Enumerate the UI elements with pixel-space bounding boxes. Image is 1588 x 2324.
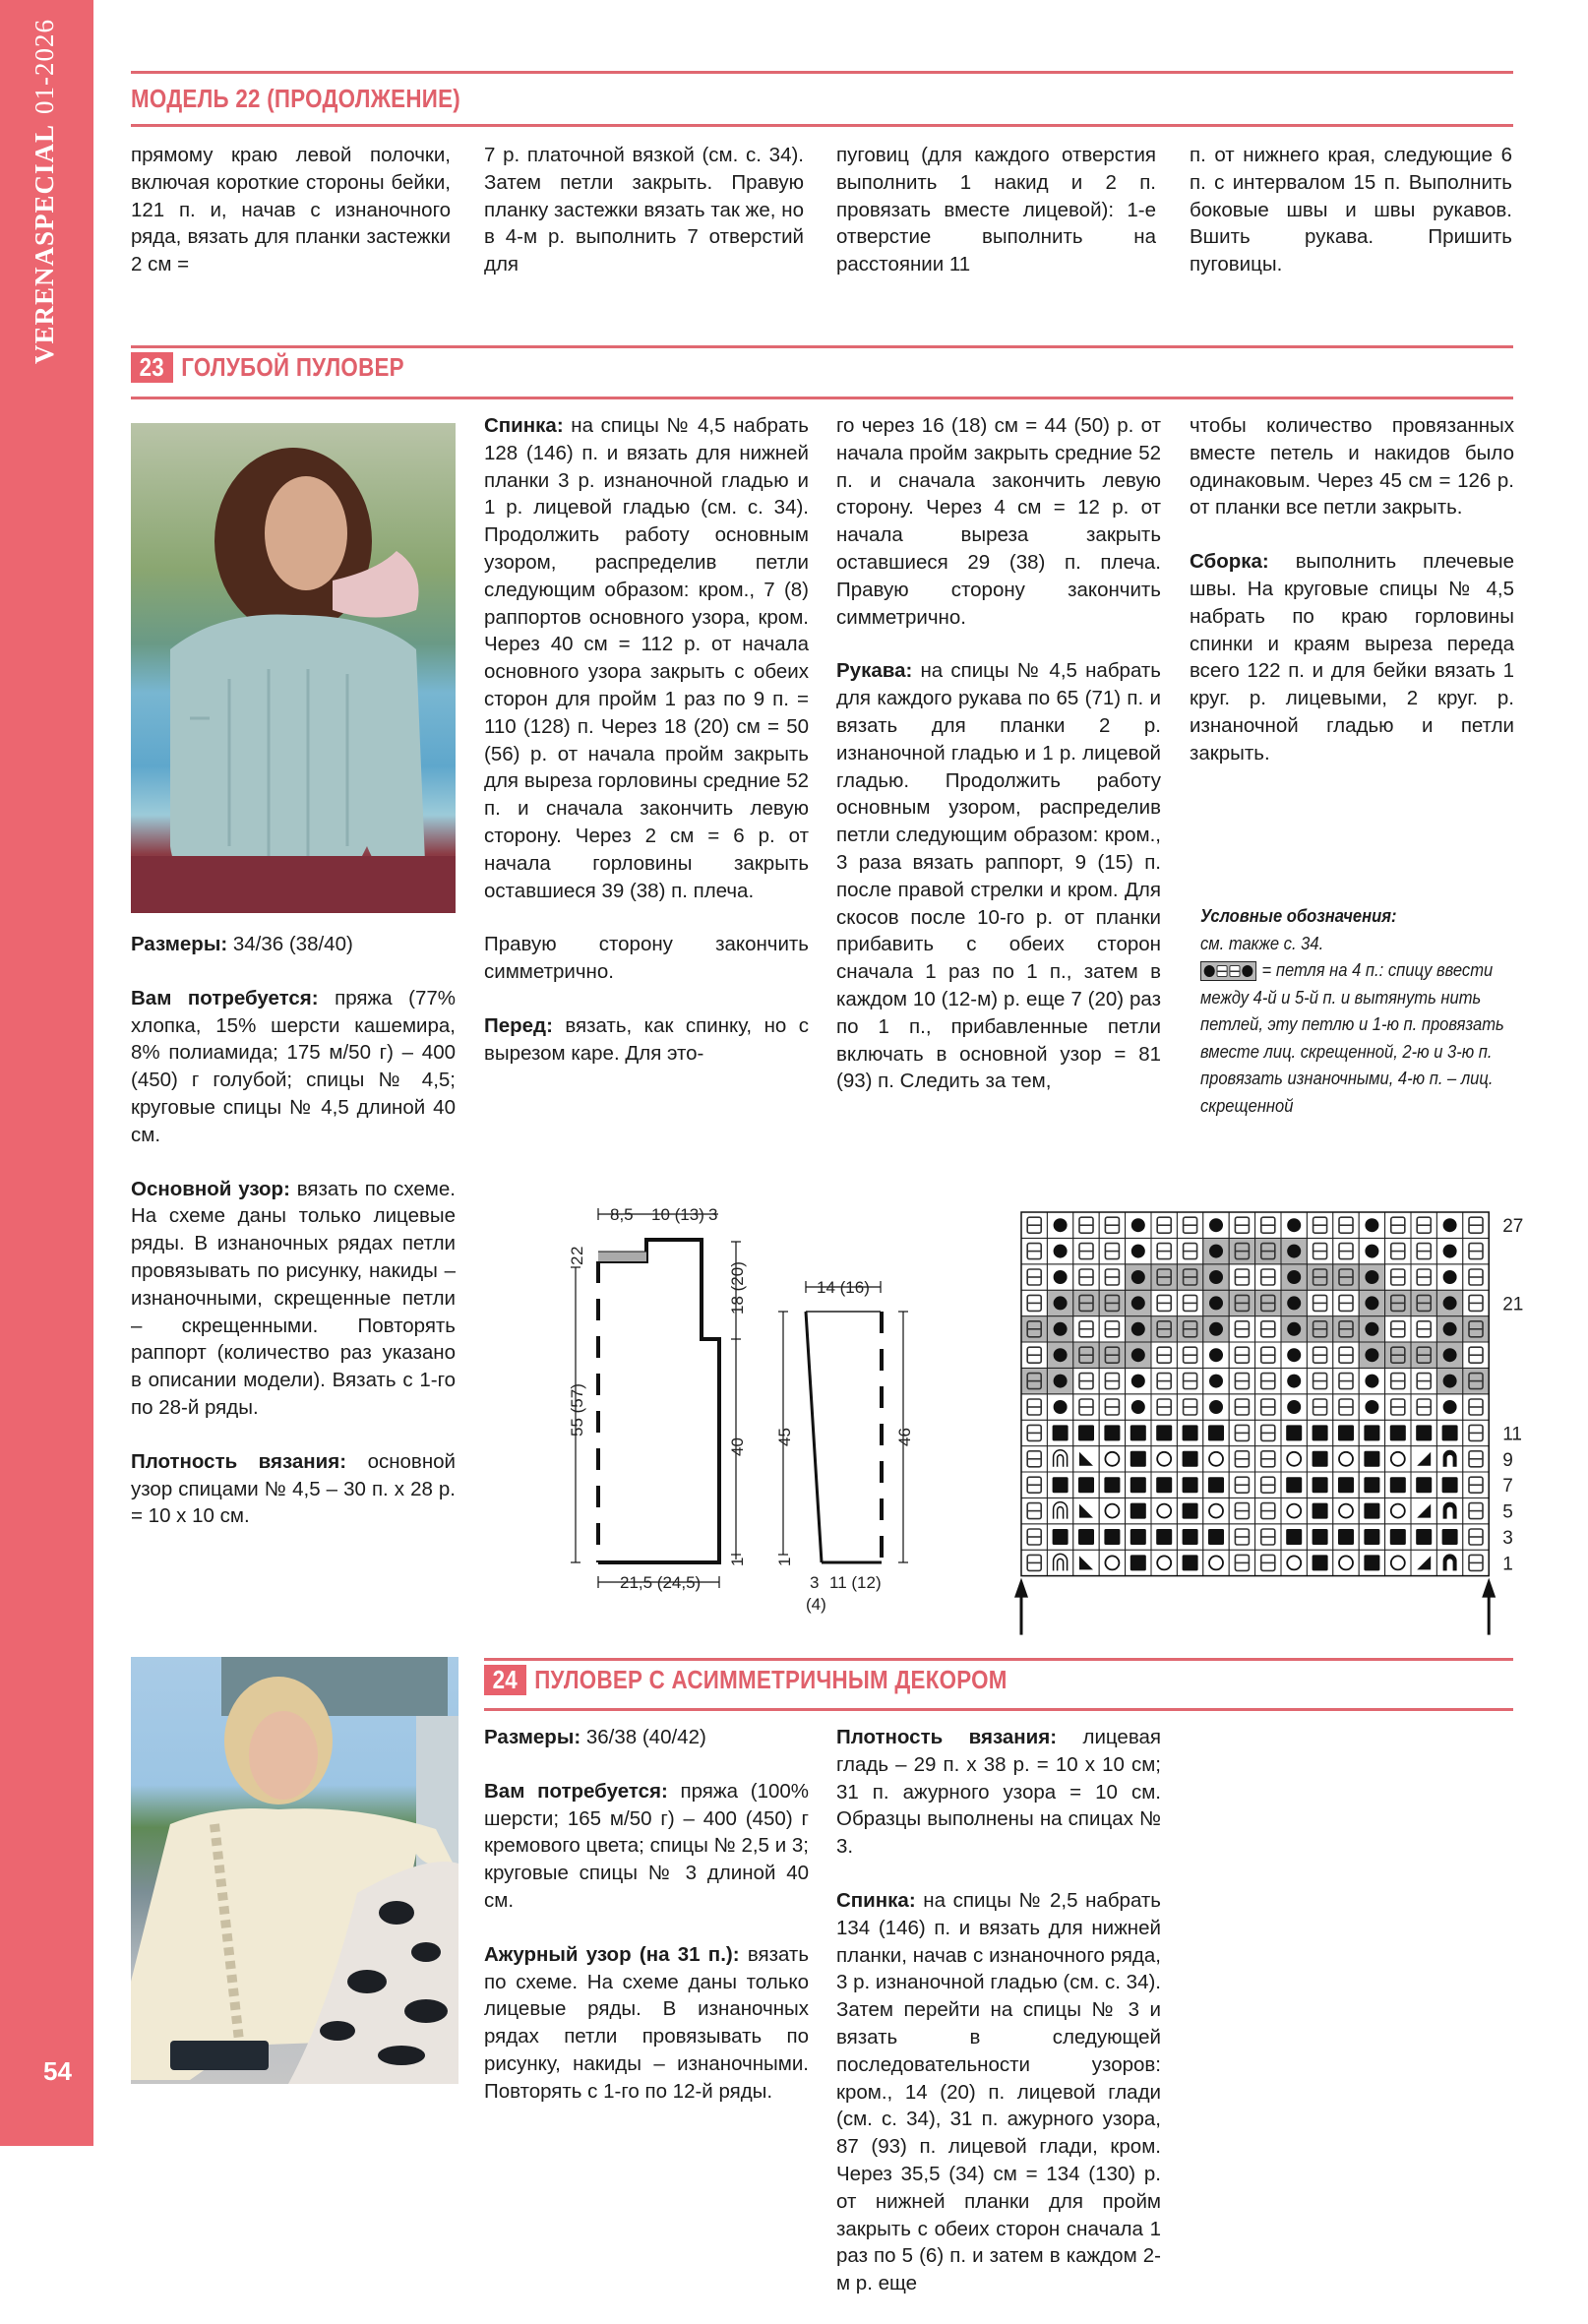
twisted-knit-symbol [1287,1322,1301,1336]
dim-top-width-2: 10 (13) [651,1205,704,1224]
back-label: Спинка: [836,1888,916,1912]
legend-symbol-description: = петля на 4 п.: спицу ввести между 4-й и 5-й п. и вытянуть нить петлей, эту петлю и 1-ю п. провязать вместе лиц. скрещенной, 2-ю и 3-ю п. провязать изнаночными, 4-ю п. – лиц. скрещенной [1200,960,1504,1116]
knit-stitch-symbol [1156,1529,1172,1545]
sizes-label: Размеры: [484,1726,581,1748]
chart-row-label: 1 [1502,1554,1513,1575]
knit-stitch-symbol [1286,1477,1302,1493]
chart-legend [1200,903,1508,1120]
twisted-knit-symbol [1287,1218,1301,1232]
knit-stitch-symbol [1208,1477,1224,1493]
dim-sleeve-bottom-1: 3 [810,1573,820,1592]
knit-stitch-symbol [1442,1477,1458,1493]
twisted-knit-symbol [1054,1296,1068,1310]
twisted-knit-symbol [1131,1296,1145,1310]
knit-stitch-symbol [1313,1451,1328,1467]
twisted-knit-symbol [1443,1348,1457,1362]
sleeves-label: Рукава: [836,659,913,683]
twisted-knit-symbol [1443,1296,1457,1310]
knit-stitch-symbol [1183,1529,1198,1545]
chart-cell [1099,1446,1125,1472]
legend-see-also: см. также с. 34. [1200,933,1324,953]
knit-stitch-symbol [1078,1425,1094,1440]
back-right-text: Правую сторону закончить симметрично. [484,933,809,984]
twisted-knit-symbol [1287,1270,1301,1284]
twisted-knit-symbol [1054,1218,1068,1232]
knit-stitch-symbol [1053,1529,1069,1545]
knit-stitch-symbol [1104,1425,1120,1440]
knit-stitch-symbol [1130,1451,1146,1467]
pattern-label: Основной узор: [131,1177,290,1200]
twisted-knit-symbol [1209,1400,1223,1414]
model22-text-col1: прямому краю левой полочки, включая короткие стороны бейки, 121 п. и, начав с изнаночного ряда, вязать для планки застежки 2 см = [131,144,451,276]
twisted-knit-symbol [1054,1245,1068,1258]
twisted-knit-symbol [1054,1348,1068,1362]
dim-sleeve-bottom-alt: (4) [806,1595,826,1614]
chart-cell [1151,1550,1177,1575]
sizes-value: 34/36 (38/40) [232,933,353,955]
chart-cell [1281,1498,1307,1523]
dim-top-width-1: 8,5 [610,1205,634,1224]
sizes-label: Размеры: [131,933,228,955]
knit-stitch-symbol [1053,1477,1069,1493]
knit-stitch-symbol [1313,1503,1328,1519]
twisted-knit-symbol [1287,1375,1301,1388]
knit-stitch-symbol [1442,1425,1458,1440]
chart-row-label: 11 [1502,1424,1522,1445]
materials-label: Вам потребуется: [131,986,319,1009]
model24-col2 [836,1724,1161,2324]
twisted-knit-symbol [1443,1270,1457,1284]
dim-sleeve-top-width: 14 (16) [817,1278,870,1297]
twisted-knit-symbol [1443,1218,1457,1232]
twisted-knit-symbol [1443,1375,1457,1388]
knit-stitch-symbol [1156,1425,1172,1440]
knit-stitch-symbol [1286,1425,1302,1440]
body-outline [598,1240,719,1562]
model23-col3 [836,412,1161,1140]
chart-cell [1151,1446,1177,1472]
chart-cell [1333,1498,1359,1523]
knit-stitch-symbol [1390,1529,1406,1545]
twisted-knit-symbol [1209,1322,1223,1336]
twisted-knit-symbol [1443,1322,1457,1336]
materials-text: пряжа (77% хлопка, 15% шерсти кашемира, 8% полиамида; 175 м/50 г) – 400 (450) г голубой; спицы № 4,5; круговые спицы № 4,5 длиной 40 см. [131,986,456,1146]
knit-stitch-symbol [1364,1529,1379,1545]
knit-stitch-symbol [1130,1529,1146,1545]
chart-cell [1333,1446,1359,1472]
chart-row-label: 5 [1502,1501,1513,1523]
twisted-knit-symbol [1287,1245,1301,1258]
chart-cell [1099,1550,1125,1575]
magazine-sidebar [0,0,93,2146]
knit-stitch-symbol [1208,1425,1224,1440]
garment-schematic [531,1191,945,1623]
chart-cell [1099,1498,1125,1523]
gauge-label: Плотность вязания: [131,1449,347,1473]
knit-stitch-symbol [1364,1555,1379,1570]
dim-bottom-width: 21,5 (24,5) [620,1573,702,1592]
section-rule [131,345,1513,348]
twisted-knit-symbol [1365,1245,1378,1258]
section-rule [131,124,1513,127]
chart-row-label: 21 [1502,1294,1524,1315]
loop-over-4-stitches-symbol-icon [1200,961,1256,981]
knit-stitch-symbol [1104,1529,1120,1545]
repeat-arrow-head [1482,1578,1496,1598]
knit-stitch-symbol [1416,1477,1432,1493]
knit-stitch-symbol [1338,1477,1354,1493]
knit-stitch-symbol [1078,1529,1094,1545]
twisted-knit-symbol [1365,1296,1378,1310]
twisted-knit-symbol [1365,1270,1378,1284]
twisted-knit-symbol [1131,1270,1145,1284]
chart-cell [1411,1550,1436,1575]
knit-stitch-symbol [1364,1477,1379,1493]
dim-neck-drop: 2 [568,1255,586,1265]
knit-stitch-symbol [1183,1425,1198,1440]
knit-stitch-symbol [1130,1425,1146,1440]
knit-stitch-symbol [1338,1529,1354,1545]
twisted-knit-symbol [1365,1375,1378,1388]
sleeves-text-continued: чтобы количество провязанных вместе петель и накидов было одинаковым. Через 45 см = 126 р. от планки все петли закрыть. [1190,414,1514,520]
chart-cell [1385,1550,1411,1575]
back-label: Спинка: [484,414,564,437]
twisted-knit-symbol [1054,1322,1068,1336]
twisted-knit-symbol [1209,1296,1223,1310]
dim-total-length: 55 (57) [568,1383,586,1437]
model23-col1 [131,931,456,1557]
section-rule [484,1658,1513,1661]
twisted-knit-symbol [1054,1375,1068,1388]
magazine-brand: VERENASPECIAL [30,123,59,364]
model22-text-col2: 7 р. платочной вязкой (см. с. 34). Затем петли закрыть. Правую планку застежки вязать так же, но в 4-м р. выполнить 7 отверстий для [484,144,804,276]
chart-row-label: 27 [1502,1216,1524,1238]
dim-side-length: 40 [728,1437,747,1456]
page-number: 54 [43,2056,72,2086]
chart-cell [1151,1498,1177,1523]
twisted-knit-symbol [1443,1245,1457,1258]
dim-sleeve-outer-length: 46 [895,1428,914,1446]
model22-text-col4: п. от нижнего края, следующие 6 п. с интервалом 15 п. Выполнить боковые швы и швы рукавов. Вшить рукава. Пришить пуговицы. [1190,144,1512,276]
twisted-knit-symbol [1365,1348,1378,1362]
model22-title: МОДЕЛЬ 22 (ПРОДОЛЖЕНИЕ) [131,84,460,113]
twisted-knit-symbol [1209,1245,1223,1258]
model24-heading [484,1665,1008,1695]
knit-stitch-symbol [1208,1529,1224,1545]
twisted-knit-symbol [1131,1400,1145,1414]
gauge-text: лицевая гладь – 29 п. х 38 р. = 10 х 10 см; 31 п. ажурного узора = 10 см. Образцы выполнены на спицах № 3. [836,1726,1161,1859]
front-text: вязать, как спинку, но с вырезом каре. Для это- [484,1013,809,1065]
pattern-text: вязать по схеме. На схеме даны только лицевые ряды. В изнаночных рядах петли провязывать по рисунку, накиды – изнаночными, скрещенные петли – скрещенными. Повторять раппорт (количество раз указано в описании модели). Вязать с 1-го по 28-й ряды. [131,1177,456,1419]
model24-title: ПУЛОВЕР С АСИММЕТРИЧНЫМ ДЕКОРОМ [534,1665,1008,1694]
twisted-knit-symbol [1209,1348,1223,1362]
knitting-chart [1004,1191,1555,1643]
model23-heading [131,352,404,383]
repeat-arrow-head [1014,1578,1028,1598]
knit-stitch-symbol [1104,1477,1120,1493]
knit-stitch-symbol [1156,1477,1172,1493]
knit-stitch-symbol [1130,1477,1146,1493]
model24-photo [131,1657,458,2084]
model23-photo [131,423,456,913]
gauge-text: основной узор спицами № 4,5 – 30 п. х 28 р. = 10 х 10 см. [131,1449,456,1528]
chart-cell [1385,1498,1411,1523]
chart-cell [1385,1446,1411,1472]
magazine-issue-label [30,19,60,364]
twisted-knit-symbol [1287,1400,1301,1414]
twisted-knit-symbol [1209,1270,1223,1284]
assembly-text: выполнить плечевые швы. На круговые спицы № 4,5 набрать по краю горловины спинки и краям выреза переда всего 122 п. и для бейки вязать 1 круг. р. лицевыми, 2 круг. р. изнаночной гладью и петли закрыть. [1190,550,1514,764]
lace-pattern-text: вязать по схеме. На схеме даны только лицевые ряды. В изнаночных рядах петли провязывать по рисунку, накиды – изнаночными. Повторять с 1-го по 12-й ряды. [484,1942,809,2103]
chart-row-label: 3 [1502,1528,1513,1549]
sleeves-text: на спицы № 4,5 набрать для каждого рукава по 65 (71) п. и вязать для планки 2 р. изнаночной гладью и 1 р. лицевой гладью. Продолжить работу основным узором, распределив петли следующим образом: кром., 3 раза вязать раппорт, 9 (15) п. после правой стрелки и кром. Для скосов после 10-го р. от планки прибавить с обеих сторон сначала 1 раз по 1 п., затем в каждом 10 (12-м) р. еще 7 (20) раз по 1 п., прибавленные петли включать в основной узор = 81 (93) п. Следить за тем, [836,659,1161,1093]
model23-col2 [484,412,809,1068]
front-label: Перед: [484,1013,553,1037]
dim-top-width-3: 3 [708,1205,718,1224]
knit-stitch-symbol [1313,1425,1328,1440]
chart-cell [1281,1446,1307,1472]
issue-number: 01-2026 [30,18,59,114]
legend-title: Условные обозначения: [1200,906,1397,926]
twisted-knit-symbol [1443,1400,1457,1414]
front-text-continued: го через 16 (18) см = 44 (50) р. от начала пройм закрыть средние 52 п. и сначала закончить левую сторону. Через 4 см = 12 р. от начала выреза закрыть оставшиеся 29 (38) п. плеча. Правую сторону закончить симметрично. [836,414,1161,629]
twisted-knit-symbol [1131,1322,1145,1336]
knit-stitch-symbol [1364,1503,1379,1519]
twisted-knit-symbol [1131,1348,1145,1362]
chart-cell [1436,1498,1462,1523]
twisted-knit-symbol [1054,1400,1068,1414]
dim-shoulder-drop: 2 [568,1246,586,1255]
chart-cell [1333,1550,1359,1575]
knit-stitch-symbol [1313,1555,1328,1570]
dim-sleeve-bottom-2: 11 (12) [829,1573,882,1592]
twisted-knit-symbol [1131,1218,1145,1232]
knit-stitch-symbol [1183,1555,1198,1570]
knit-stitch-symbol [1416,1529,1432,1545]
materials-label: Вам потребуется: [484,1779,668,1803]
twisted-knit-symbol [1131,1245,1145,1258]
back-text: на спицы № 4,5 набрать 128 (146) п. и вязать для нижней планки 3 р. изнаночной гладью и 1 р. лицевой гладью (см. с. 34). Продолжить работу основным узором, распределив петли следующим образом: кром., 7 (8) раппортов основного узора, кром. Через 40 см = 112 р. от начала основного узора закрыть с обеих сторон для пройм 1 раз по 9 п. = 110 (128) п. Через 18 (20) см = 50 (56) р. от начала пройм закрыть для выреза горловины средние 52 п. и сначала закончить левую сторону. Через 2 см = 6 р. от начала горловины закрыть оставшиеся 39 (38) п. плеча. [484,414,809,902]
lace-pattern-label: Ажурный узор (на 31 п.): [484,1942,740,1966]
chart-cell [1203,1498,1229,1523]
section-rule [484,1708,1513,1711]
twisted-knit-symbol [1054,1270,1068,1284]
knit-stitch-symbol [1313,1477,1328,1493]
knit-stitch-symbol [1364,1451,1379,1467]
knit-stitch-symbol [1364,1425,1379,1440]
knit-stitch-symbol [1183,1477,1198,1493]
chart-cell [1281,1550,1307,1575]
dim-armhole-depth: 18 (20) [728,1261,747,1315]
twisted-knit-symbol [1365,1322,1378,1336]
dim-sleeve-hem: 1 [775,1557,794,1566]
chart-cell [1436,1446,1462,1472]
knit-stitch-symbol [1313,1529,1328,1545]
model23-col4 [1190,412,1514,794]
assembly-label: Сборка: [1190,550,1269,574]
twisted-knit-symbol [1209,1218,1223,1232]
knit-stitch-symbol [1416,1425,1432,1440]
twisted-knit-symbol [1287,1296,1301,1310]
chart-row-label: 7 [1502,1476,1513,1498]
model24-photo-illustration [131,1657,458,2084]
section-rule [131,397,1513,399]
twisted-knit-symbol [1365,1218,1378,1232]
knit-stitch-symbol [1053,1425,1069,1440]
section-rule [131,71,1513,74]
neck-band-shaded [598,1252,646,1261]
knit-stitch-symbol [1286,1529,1302,1545]
model23-photo-illustration [131,423,456,913]
sizes-value: 36/38 (40/42) [585,1726,706,1748]
knit-stitch-symbol [1183,1451,1198,1467]
model22-text-col3: пуговиц (для каждого отверстия выполнить 1 накид и 2 п. провязать вместе лицевой): 1-е отверстие выполнить на расстоянии 11 [836,144,1156,276]
chart-cell [1203,1550,1229,1575]
back-text: на спицы № 2,5 набрать 134 (146) п. и вязать для нижней планки, начав с изнаночного ряда, 3 р. изнаночной гладью (см. с. 34). Затем перейти на спицы № 3 и вязать в следующей последовательности узоров: кром., 14 (20) п. лицевой глади (см. с. 34), 31 п. ажурного узора, 87 (93) п. лицевой глади, кром. Через 35,5 (34) см = 134 (130) р. от нижней планки для пройм закрыть с обеих сторон сначала 1 раз по 5 (6) п. и затем в каждом 2-м р. еще [836,1888,1161,2295]
knit-stitch-symbol [1338,1425,1354,1440]
dim-sleeve-inner-length: 45 [775,1428,794,1446]
knit-stitch-symbol [1442,1529,1458,1545]
knit-stitch-symbol [1078,1477,1094,1493]
model24-col1 [484,1724,809,2132]
model-number-badge: 24 [484,1665,526,1695]
materials-text: пряжа (100% шерсти; 165 м/50 г) – 400 (450) г кремового цвета; спицы № 2,5 и 3; круговые спицы № 3 длиной 40 см. [484,1779,809,1912]
chart-row-label: 9 [1502,1449,1513,1471]
knit-stitch-symbol [1130,1555,1146,1570]
model-number-badge: 23 [131,352,173,383]
twisted-knit-symbol [1131,1375,1145,1388]
chart-cell [1073,1550,1099,1575]
twisted-knit-symbol [1287,1348,1301,1362]
model23-title: ГОЛУБОЙ ПУЛОВЕР [181,352,404,382]
knit-stitch-symbol [1183,1503,1198,1519]
dim-hem: 1 [728,1557,747,1566]
knit-stitch-symbol [1390,1425,1406,1440]
knit-stitch-symbol [1390,1477,1406,1493]
knit-stitch-symbol [1130,1503,1146,1519]
chart-cell [1436,1550,1462,1575]
twisted-knit-symbol [1365,1400,1378,1414]
chart-cell [1203,1446,1229,1472]
gauge-label: Плотность вязания: [836,1726,1058,1748]
twisted-knit-symbol [1209,1375,1223,1388]
